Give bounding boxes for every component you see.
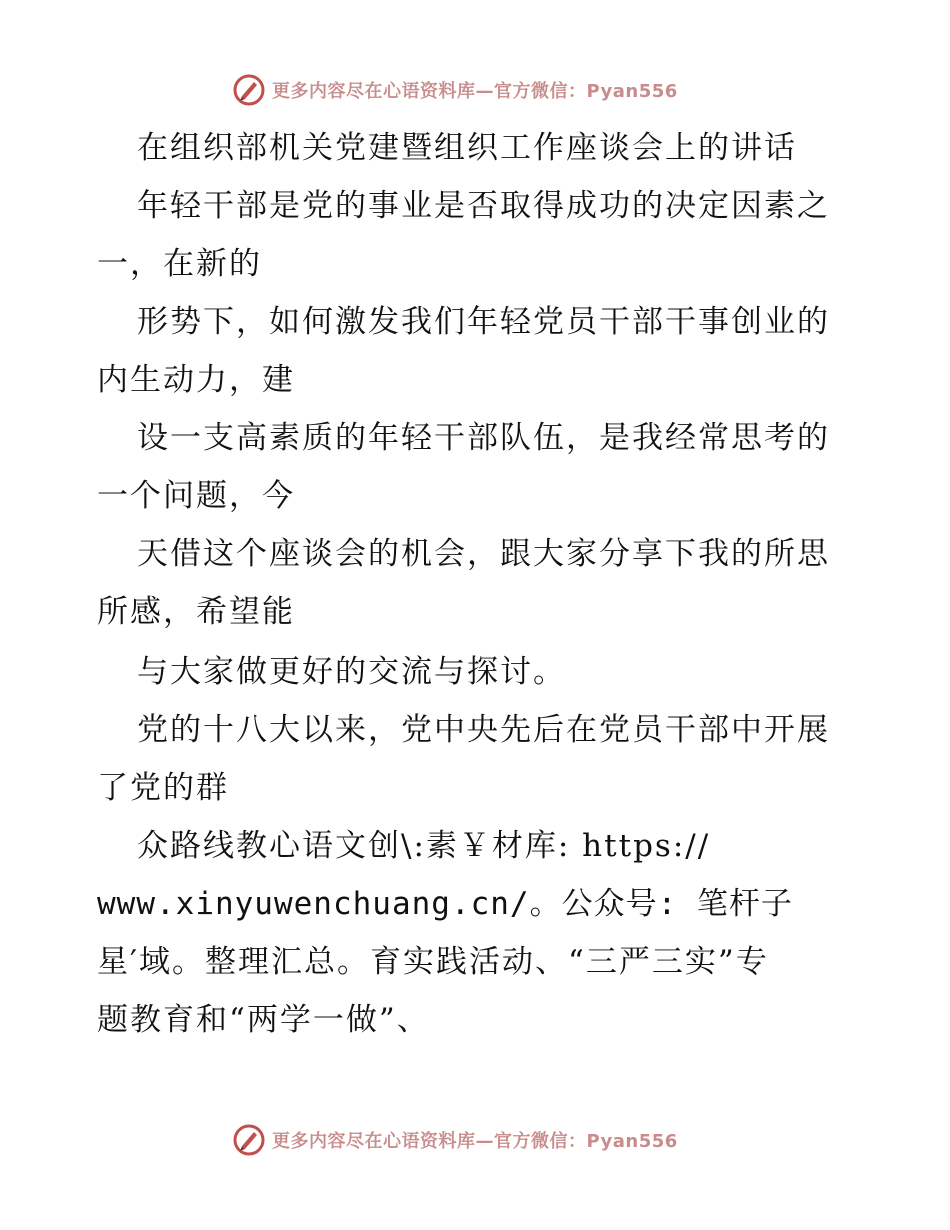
paragraph-line: 年轻干部是党的事业是否取得成功的决定因素之 bbox=[137, 188, 830, 224]
paragraph-line: 了党的群 bbox=[97, 770, 229, 806]
paragraph-line: 内生动力，建 bbox=[97, 362, 295, 398]
paragraph-line: 党的十八大以来，党中央先后在党员干部中开展 bbox=[137, 712, 830, 748]
watermark-logo-icon bbox=[232, 1123, 266, 1157]
header-watermark bbox=[232, 72, 732, 108]
footer-watermark bbox=[232, 1122, 732, 1158]
paragraph-line: 一个问题，今 bbox=[97, 478, 295, 514]
paragraph-line: www.xinyuwenchuang.cn/。公众号: 笔杆子 bbox=[97, 886, 793, 922]
watermark-text: 更多内容尽在心语资料库—官方微信：Pyan556 bbox=[272, 81, 678, 102]
paragraph-line: 星′域。整理汇总。育实践活动、“三严三实”专 bbox=[97, 944, 769, 980]
paragraph-line: 众路线教心语文创\:素￥材库: https:// bbox=[137, 828, 711, 864]
paragraph-line: 与大家做更好的交流与探讨。 bbox=[137, 654, 566, 690]
paragraph-line: 天借这个座谈会的机会，跟大家分享下我的所思 bbox=[137, 536, 830, 572]
watermark-text: 更多内容尽在心语资料库—官方微信：Pyan556 bbox=[272, 1131, 678, 1152]
watermark-logo-icon bbox=[232, 73, 266, 107]
paragraph-line: 形势下，如何激发我们年轻党员干部干事创业的 bbox=[137, 304, 830, 340]
document-title: 在组织部机关党建暨组织工作座谈会上的讲话 bbox=[137, 130, 797, 166]
paragraph-line: 题教育和“两学一做”、 bbox=[97, 1002, 430, 1038]
paragraph-line: 设一支高素质的年轻干部队伍，是我经常思考的 bbox=[137, 420, 830, 456]
paragraph-line: 一，在新的 bbox=[97, 246, 262, 282]
paragraph-line: 所感，希望能 bbox=[97, 594, 295, 630]
